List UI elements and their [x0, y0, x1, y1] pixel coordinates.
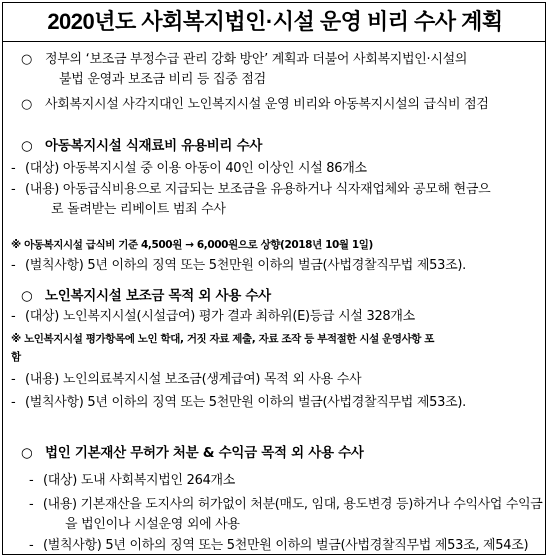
dash-bullet: - — [11, 258, 16, 273]
section-2-note: ※ 노인복지시설 평가항목에 노인 학대, 거짓 자료 제출, 자료 조작 등 부적절한 시설 운영사항 포 — [11, 333, 435, 345]
dash-bullet: - — [29, 497, 34, 512]
section-2-target — [11, 308, 415, 326]
section-1-heading-text: 아동복지시설 식재료비 유용비리 수사 — [45, 138, 263, 154]
intro-item-2 — [21, 96, 489, 114]
intro-item-1-text: 정부의 ‘보조금 부정수급 관리 강화 방안’ 계획과 더불어 사회복지법인·시설의 — [45, 52, 468, 67]
section-1-heading — [21, 137, 262, 155]
section-3-target — [29, 472, 235, 490]
section-2-content-text: (내용) 노인의료복지시설 보조금(생계급여) 목적 외 사용 수사 — [25, 372, 362, 387]
page-title: 2020년도 사회복지법인·시설 운영 비리 수사 계획 — [47, 9, 503, 34]
section-2-note-cont: 함 — [11, 351, 21, 363]
section-3-content — [29, 496, 542, 514]
dash-bullet: - — [11, 161, 16, 176]
circle-bullet-icon: ○ — [21, 52, 33, 67]
section-3-target-text: (대상) 도내 사회복지법인 264개소 — [43, 473, 236, 488]
dash-bullet: - — [11, 372, 16, 387]
section-2-heading-text: 노인복지시설 보조금 목적 외 사용 수사 — [45, 288, 271, 304]
section-3-content-text: (내용) 기본재산을 도지사의 허가없이 처분(매도, 임대, 용도변경 등)하거나 수익사업 수익금 — [42, 497, 543, 512]
circle-bullet-icon: ○ — [21, 138, 33, 154]
intro-item-2-text: 사회복지시설 사각지대인 노인복지시설 운영 비리와 아동복지시설의 급식비 점검 — [45, 97, 489, 112]
dash-bullet: - — [29, 473, 34, 488]
dash-bullet: - — [29, 538, 34, 553]
section-1-note: ※ 아동복지시설 급식비 기준 4,500원 → 6,000원으로 상향(2018년 10월 1일) — [11, 239, 373, 251]
intro-item-1 — [21, 51, 467, 69]
section-1-content-cont: 로 돌려받는 리베이트 범죄 수사 — [51, 202, 226, 217]
circle-bullet-icon: ○ — [21, 445, 33, 461]
section-3-heading — [21, 444, 364, 462]
section-3-penalty — [29, 537, 528, 555]
section-1-target — [11, 160, 367, 178]
section-2-target-text: (대상) 노인복지시설(시설급여) 평가 결과 최하위(E)등급 시설 328개소 — [25, 309, 415, 324]
section-1-penalty-text: (벌칙사항) 5년 이하의 징역 또는 5천만원 이하의 벌금(사법경찰직무법 제53조). — [25, 258, 466, 273]
section-3-content-cont: 을 법인이나 시설운영 외에 사용 — [65, 517, 240, 532]
section-2-penalty-text: (벌칙사항) 5년 이하의 징역 또는 5천만원 이하의 벌금(사법경찰직무법 제53조). — [25, 395, 466, 410]
section-2-penalty — [11, 394, 466, 412]
dash-bullet: - — [11, 395, 16, 410]
section-2-heading — [21, 287, 271, 305]
section-1-content — [11, 181, 490, 199]
circle-bullet-icon: ○ — [21, 288, 33, 304]
intro-item-1-cont: 불법 운영과 보조금 비리 등 집중 점검 — [59, 72, 266, 87]
section-1-penalty — [11, 257, 466, 275]
section-3-penalty-text: (벌칙사항) 5년 이하의 징역 또는 5천만원 이하의 벌금(사법경찰직무법 제53조, 제54조) — [43, 538, 529, 553]
section-1-target-text: (대상) 아동복지시설 중 이용 아동이 40인 이상인 시설 86개소 — [25, 161, 367, 176]
section-1-content-text: (내용) 아동급식비용으로 지급되는 보조금을 유용하거나 식자재업체와 공모해 현금으 — [25, 182, 491, 197]
section-2-content — [11, 371, 361, 389]
title-divider — [3, 41, 545, 42]
section-3-heading-text: 법인 기본재산 무허가 처분 & 수익금 목적 외 사용 수사 — [45, 445, 364, 461]
circle-bullet-icon: ○ — [21, 97, 33, 112]
document-frame — [2, 2, 546, 555]
dash-bullet: - — [11, 309, 16, 324]
dash-bullet: - — [11, 182, 16, 197]
